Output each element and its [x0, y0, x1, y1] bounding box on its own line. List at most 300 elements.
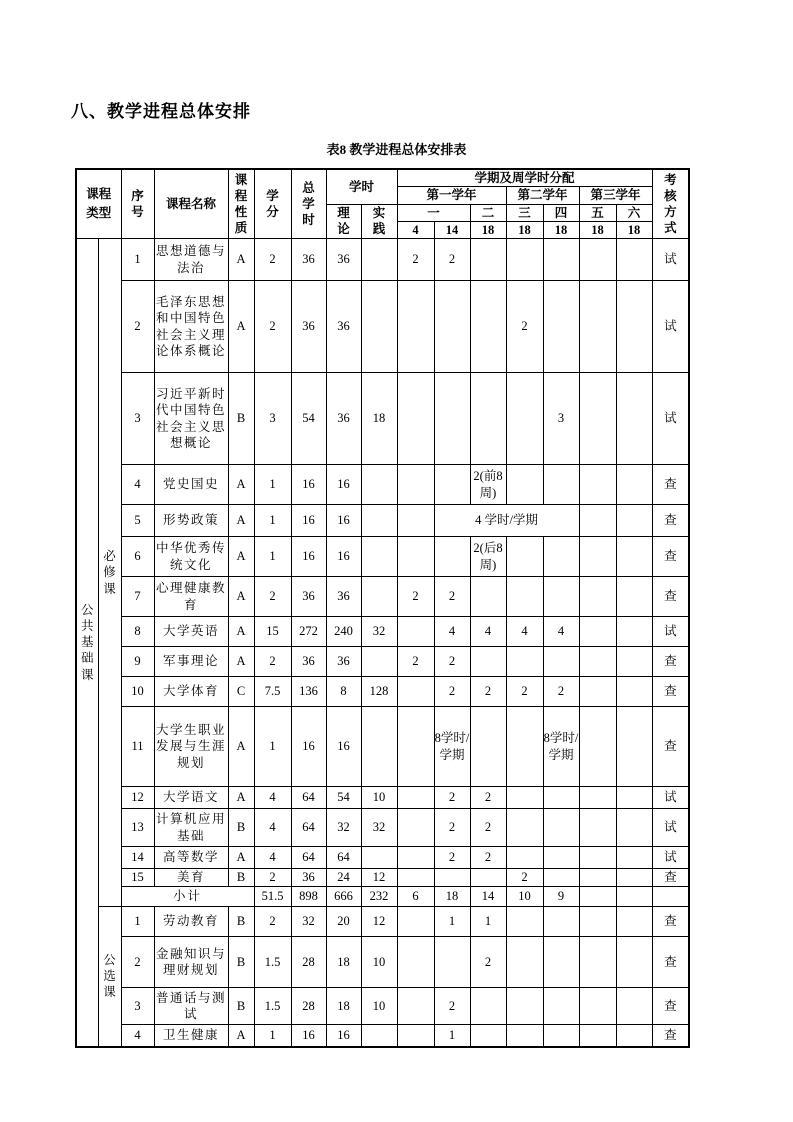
cell-credits: 1: [254, 1025, 291, 1047]
cell-term4: 2: [543, 677, 579, 707]
cell-term1-week4: [397, 281, 434, 373]
cell-term3: [506, 907, 543, 937]
cell-total-hours: 64: [291, 809, 326, 847]
cell-term3: [506, 577, 543, 617]
cell-subtotal-credits: 51.5: [254, 887, 291, 907]
cell-term5: [579, 281, 616, 373]
cell-term5: [579, 787, 616, 809]
header-weeks-1a: 4: [397, 221, 434, 238]
cell-practice-hours: 128: [361, 677, 397, 707]
header-exam-method-label: 考核方式: [664, 172, 677, 236]
cell-credits: 3: [254, 373, 291, 465]
cell-practice-hours: 12: [361, 869, 397, 887]
header-year-1: 第一学年: [397, 187, 506, 204]
cell-theory-hours: 16: [326, 707, 361, 787]
cell-term3: [506, 239, 543, 281]
course-row: [76, 677, 689, 707]
cell-term2: [470, 707, 506, 787]
header-course-type: [76, 169, 121, 239]
cell-practice-hours: [361, 577, 397, 617]
cell-credits: 4: [254, 787, 291, 809]
cell-total-hours: 28: [291, 988, 326, 1025]
course-row: [76, 707, 689, 787]
cell-practice-hours: 10: [361, 787, 397, 809]
cell-theory-hours: 16: [326, 537, 361, 577]
cell-term5: [579, 373, 616, 465]
cell-nature: A: [228, 577, 254, 617]
cell-seq: 11: [121, 707, 154, 787]
header-sem-6: 六: [616, 204, 652, 221]
cell-term4: [543, 239, 579, 281]
cell-nature: A: [228, 465, 254, 505]
cell-term2: [470, 988, 506, 1025]
cell-term2: 1: [470, 907, 506, 937]
cell-term1-week14: 4: [434, 617, 470, 647]
cell-theory-hours: 18: [326, 988, 361, 1025]
cell-term3: 4: [506, 617, 543, 647]
cell-term1-week4: [397, 869, 434, 887]
cell-subtotal-label: 小计: [121, 887, 254, 907]
cell-exam: 查: [652, 577, 689, 617]
course-row: [76, 577, 689, 617]
cell-total-hours: 64: [291, 847, 326, 869]
course-row: [76, 505, 689, 537]
cell-term6: [616, 537, 652, 577]
cell-subtotal-theory: 666: [326, 887, 361, 907]
cell-term6: [616, 647, 652, 677]
cell-credits: 1.5: [254, 988, 291, 1025]
cell-term5: [579, 239, 616, 281]
cell-term1-week4: [397, 677, 434, 707]
header-exam-method: [652, 169, 689, 239]
header-year-3: 第三学年: [579, 187, 652, 204]
cell-term1-week4: [397, 505, 434, 537]
cell-course-name: 思想道德与法治: [154, 239, 228, 281]
cell-term5: [579, 847, 616, 869]
cell-term3: [506, 465, 543, 505]
cell-course-name: 习近平新时代中国特色社会主义思想概论: [154, 373, 228, 465]
cell-subtotal-s3: 10: [506, 887, 543, 907]
cell-term1-week4: [397, 937, 434, 988]
cell-term2: 2: [470, 677, 506, 707]
cell-nature: B: [228, 373, 254, 465]
cell-nature: A: [228, 1025, 254, 1047]
cell-term1-week14: [434, 373, 470, 465]
course-row: [76, 787, 689, 809]
cell-nature: B: [228, 907, 254, 937]
cell-term1-week4: 2: [397, 647, 434, 677]
cell-term6: [616, 907, 652, 937]
cell-practice-hours: [361, 647, 397, 677]
cell-term1-week14: 2: [434, 677, 470, 707]
cell-practice-hours: 10: [361, 937, 397, 988]
cell-course-name: 美育: [154, 869, 228, 887]
cell-exam: 查: [652, 937, 689, 988]
cell-course-name: 大学语文: [154, 787, 228, 809]
cell-term4: 4: [543, 617, 579, 647]
header-weeks-1b: 14: [434, 221, 470, 238]
cell-term4: [543, 647, 579, 677]
cell-credits: 1: [254, 707, 291, 787]
header-hours: 学时: [326, 169, 397, 204]
course-row: [76, 1025, 689, 1047]
cell-theory-hours: 240: [326, 617, 361, 647]
cell-nature: A: [228, 505, 254, 537]
cell-total-hours: 16: [291, 707, 326, 787]
cell-term3: [506, 373, 543, 465]
cell-total-hours: 36: [291, 281, 326, 373]
cell-term5: [579, 505, 616, 537]
header-weeks-6: 18: [616, 221, 652, 238]
cell-seq: 1: [121, 907, 154, 937]
cell-term4: [543, 988, 579, 1025]
course-row: [76, 373, 689, 465]
cell-term1-week14: 2: [434, 647, 470, 677]
cell-theory-hours: 16: [326, 1025, 361, 1047]
cell-term4: [543, 809, 579, 847]
cell-subtotal-s5: [579, 887, 616, 907]
cell-exam: 试: [652, 239, 689, 281]
course-row: [76, 617, 689, 647]
header-course-nature-label: 课程性质: [234, 172, 248, 236]
cell-nature: A: [228, 647, 254, 677]
cell-course-name: 普通话与测试: [154, 988, 228, 1025]
cell-term1-week14: 2: [434, 988, 470, 1025]
cell-theory-hours: 36: [326, 373, 361, 465]
cell-credits: 1: [254, 505, 291, 537]
cell-course-name: 中华优秀传统文化: [154, 537, 228, 577]
cell-subtotal-total: 898: [291, 887, 326, 907]
cell-exam: 查: [652, 1025, 689, 1047]
course-row: [76, 239, 689, 281]
cell-credits: 2: [254, 239, 291, 281]
cell-term5: [579, 707, 616, 787]
cell-term5: [579, 1025, 616, 1047]
cell-term1-week14: [434, 281, 470, 373]
cell-total-hours: 16: [291, 465, 326, 505]
header-practice-label: 实践: [372, 206, 386, 237]
cell-term1-week4: [397, 809, 434, 847]
cell-course-name: 毛泽东思想和中国特色社会主义理论体系概论: [154, 281, 228, 373]
cell-term6: [616, 373, 652, 465]
cell-credits: 2: [254, 907, 291, 937]
cell-term3: [506, 937, 543, 988]
cell-theory-hours: 24: [326, 869, 361, 887]
cell-term1-week14: 8学时/学期: [434, 707, 470, 787]
cell-practice-hours: [361, 537, 397, 577]
cell-term3: [506, 1025, 543, 1047]
cell-nature: A: [228, 707, 254, 787]
cell-total-hours: 16: [291, 505, 326, 537]
cell-exam: 试: [652, 809, 689, 847]
cell-nature: B: [228, 809, 254, 847]
cell-nature: A: [228, 787, 254, 809]
cell-exam: 试: [652, 373, 689, 465]
cell-term1-week4: 2: [397, 577, 434, 617]
header-seq-label: 序号: [131, 188, 144, 219]
cell-term1-week4: [397, 373, 434, 465]
cell-term4: [543, 847, 579, 869]
cell-term5: [579, 465, 616, 505]
cell-term2: 2(后8周): [470, 537, 506, 577]
cell-subtotal-exam: [652, 887, 689, 907]
cell-term5: [579, 869, 616, 887]
cell-term5: [579, 988, 616, 1025]
cell-term6: [616, 869, 652, 887]
cell-term1-week4: [397, 787, 434, 809]
cell-total-hours: 36: [291, 577, 326, 617]
cell-term2: [470, 647, 506, 677]
cell-nature: B: [228, 937, 254, 988]
cell-term3: 2: [506, 677, 543, 707]
header-total-hours-label: 总学时: [302, 180, 315, 228]
header-theory-label: 理论: [337, 206, 350, 237]
cell-seq: 8: [121, 617, 154, 647]
cell-term6: [616, 1025, 652, 1047]
cell-exam: 查: [652, 505, 689, 537]
cell-subtotal-w14: 18: [434, 887, 470, 907]
cell-nature: C: [228, 677, 254, 707]
cell-theory-hours: 54: [326, 787, 361, 809]
cell-credits: 2: [254, 577, 291, 617]
group-required-courses: [98, 239, 121, 907]
cell-course-name: 大学生职业发展与生涯规划: [154, 707, 228, 787]
cell-total-hours: 36: [291, 239, 326, 281]
cell-term1-week4: [397, 847, 434, 869]
cell-credits: 4: [254, 847, 291, 869]
cell-term4: [543, 869, 579, 887]
cell-total-hours: 64: [291, 787, 326, 809]
cell-term3: [506, 787, 543, 809]
cell-seq: 10: [121, 677, 154, 707]
table-header: [76, 169, 689, 239]
cell-theory-hours: 20: [326, 907, 361, 937]
header-sem-3: 三: [506, 204, 543, 221]
cell-theory-hours: 16: [326, 505, 361, 537]
group-elective-courses-label: 公选课: [103, 952, 116, 1000]
group-public-basic-courses: [76, 239, 98, 1047]
cell-term4: [543, 577, 579, 617]
header-sem-2: 二: [470, 204, 506, 221]
cell-exam: 查: [652, 465, 689, 505]
cell-term2: 4: [470, 617, 506, 647]
cell-term6: [616, 787, 652, 809]
cell-course-name: 形势政策: [154, 505, 228, 537]
cell-total-hours: 136: [291, 677, 326, 707]
cell-term3: [506, 847, 543, 869]
cell-term1-week14: [434, 869, 470, 887]
cell-practice-hours: [361, 505, 397, 537]
cell-credits: 2: [254, 281, 291, 373]
cell-term1-week14: [434, 537, 470, 577]
cell-term1-week4: [397, 537, 434, 577]
cell-credits: 7.5: [254, 677, 291, 707]
cell-exam: 查: [652, 988, 689, 1025]
header-credits: [254, 169, 291, 239]
cell-term4: [543, 907, 579, 937]
header-weeks-2: 18: [470, 221, 506, 238]
course-row: [76, 809, 689, 847]
cell-course-name: 卫生健康: [154, 1025, 228, 1047]
cell-total-hours: 54: [291, 373, 326, 465]
cell-subtotal-s2: 14: [470, 887, 506, 907]
header-sem-4: 四: [543, 204, 579, 221]
cell-term2: [470, 1025, 506, 1047]
cell-total-hours: 36: [291, 869, 326, 887]
cell-term4: [543, 787, 579, 809]
cell-term4: [543, 281, 579, 373]
cell-term6: [616, 847, 652, 869]
cell-term1-week14: 2: [434, 239, 470, 281]
cell-credits: 1.5: [254, 937, 291, 988]
cell-term1-week14: [434, 937, 470, 988]
cell-term2: 2: [470, 847, 506, 869]
cell-theory-hours: 36: [326, 647, 361, 677]
table-caption: 表8 教学进程总体安排表: [326, 142, 467, 157]
cell-exam: 试: [652, 617, 689, 647]
cell-nature: B: [228, 988, 254, 1025]
cell-course-name: 军事理论: [154, 647, 228, 677]
header-sem-1: 一: [397, 204, 470, 221]
cell-term6: [616, 577, 652, 617]
cell-seq: 3: [121, 988, 154, 1025]
cell-course-name: 高等数学: [154, 847, 228, 869]
cell-term1-week14: 1: [434, 907, 470, 937]
cell-total-hours: 32: [291, 907, 326, 937]
cell-exam: 试: [652, 281, 689, 373]
cell-seq: 7: [121, 577, 154, 617]
cell-term4: 8学时/学期: [543, 707, 579, 787]
cell-term3: 2: [506, 869, 543, 887]
cell-term6: [616, 281, 652, 373]
cell-term4: [543, 465, 579, 505]
header-course-nature: [228, 169, 254, 239]
cell-term1-week4: [397, 465, 434, 505]
cell-term4: [543, 1025, 579, 1047]
cell-total-hours: 16: [291, 537, 326, 577]
cell-exam: 查: [652, 707, 689, 787]
cell-subtotal-s6: [616, 887, 652, 907]
cell-exam: 试: [652, 787, 689, 809]
cell-term5: [579, 809, 616, 847]
cell-nature: A: [228, 847, 254, 869]
cell-course-name: 心理健康教育: [154, 577, 228, 617]
cell-practice-hours: [361, 465, 397, 505]
cell-theory-hours: 36: [326, 577, 361, 617]
cell-exam: 试: [652, 847, 689, 869]
header-theory: [326, 204, 361, 239]
cell-nature: A: [228, 617, 254, 647]
cell-subtotal-s4: 9: [543, 887, 579, 907]
cell-exam: 查: [652, 647, 689, 677]
cell-term1-week4: [397, 988, 434, 1025]
course-row: [76, 988, 689, 1025]
header-course-name: 课程名称: [154, 169, 228, 239]
cell-credits: 2: [254, 647, 291, 677]
cell-term1-week4: [397, 907, 434, 937]
cell-term3: 2: [506, 281, 543, 373]
cell-practice-hours: 10: [361, 988, 397, 1025]
cell-total-hours: 16: [291, 1025, 326, 1047]
cell-practice-hours: 32: [361, 809, 397, 847]
header-course-type-label: 课程类型: [86, 187, 112, 220]
cell-course-name: 大学英语: [154, 617, 228, 647]
cell-term1-week4: [397, 1025, 434, 1047]
cell-seq: 2: [121, 937, 154, 988]
cell-practice-hours: 12: [361, 907, 397, 937]
cell-credits: 1: [254, 465, 291, 505]
cell-practice-hours: [361, 239, 397, 281]
cell-term5: [579, 907, 616, 937]
cell-course-name: 党史国史: [154, 465, 228, 505]
cell-nature: A: [228, 537, 254, 577]
group-public-basic-courses-label: 公共基础课: [80, 602, 94, 682]
cell-seq: 4: [121, 1025, 154, 1047]
cell-term5: [579, 537, 616, 577]
cell-term5: [579, 617, 616, 647]
cell-subtotal-practice: 232: [361, 887, 397, 907]
cell-term6: [616, 988, 652, 1025]
cell-term3: [506, 988, 543, 1025]
cell-merged-note: 4 学时/学期: [434, 505, 579, 537]
cell-theory-hours: 64: [326, 847, 361, 869]
cell-term3: [506, 809, 543, 847]
cell-term2: 2: [470, 809, 506, 847]
course-row: [76, 647, 689, 677]
course-row: [76, 937, 689, 988]
cell-total-hours: 36: [291, 647, 326, 677]
cell-theory-hours: 36: [326, 281, 361, 373]
header-total-hours: [291, 169, 326, 239]
cell-term6: [616, 465, 652, 505]
cell-seq: 1: [121, 239, 154, 281]
table-body: [76, 239, 689, 1047]
section-title: 八、教学进程总体安排: [71, 102, 251, 121]
cell-theory-hours: 16: [326, 465, 361, 505]
cell-term2: 2: [470, 787, 506, 809]
cell-term1-week14: 2: [434, 577, 470, 617]
cell-term6: [616, 617, 652, 647]
cell-seq: 3: [121, 373, 154, 465]
cell-seq: 9: [121, 647, 154, 677]
cell-nature: B: [228, 869, 254, 887]
course-row: [76, 281, 689, 373]
subtotal-row: [76, 887, 689, 907]
cell-practice-hours: [361, 281, 397, 373]
cell-term2: [470, 869, 506, 887]
cell-practice-hours: [361, 847, 397, 869]
header-semester-distribution: 学期及周学时分配: [397, 169, 652, 187]
cell-term2: [470, 373, 506, 465]
cell-nature: A: [228, 239, 254, 281]
header-year-2: 第二学年: [506, 187, 579, 204]
cell-term6: [616, 505, 652, 537]
group-required-courses-label: 必修课: [103, 549, 116, 596]
cell-nature: A: [228, 281, 254, 373]
cell-term6: [616, 707, 652, 787]
cell-term3: [506, 647, 543, 677]
cell-course-name: 大学体育: [154, 677, 228, 707]
cell-course-name: 劳动教育: [154, 907, 228, 937]
header-sem-5: 五: [579, 204, 616, 221]
cell-term6: [616, 239, 652, 281]
cell-course-name: 计算机应用基础: [154, 809, 228, 847]
header-weeks-4: 18: [543, 221, 579, 238]
cell-term5: [579, 937, 616, 988]
cell-term1-week14: 2: [434, 809, 470, 847]
cell-term2: [470, 577, 506, 617]
header-practice: [361, 204, 397, 239]
